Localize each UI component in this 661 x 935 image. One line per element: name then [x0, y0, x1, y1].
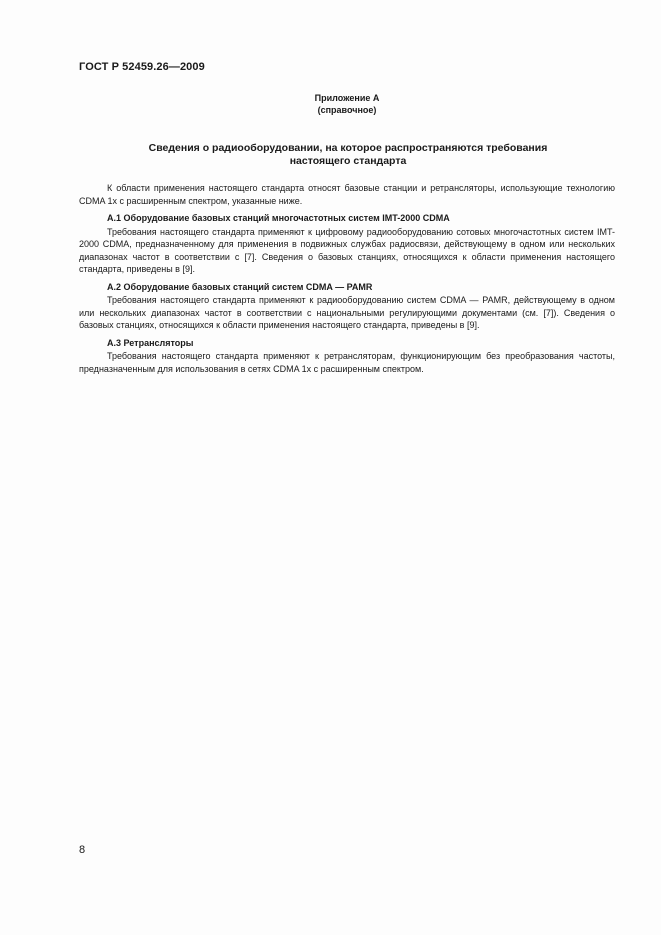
intro-paragraph: К области применения настоящего стандарта относят базовые станции и ретрансляторы, использующие технологию CDMA 1x с расширенным спектром, указанные ниже.	[79, 183, 615, 206]
appendix-title	[100, 142, 596, 168]
appendix-label: Приложение А	[314, 93, 380, 103]
section-text-a1: Требования настоящего стандарта применяют к цифровому радиооборудованию сотовых многочастотных систем IMT-2000 CDMA, предназначенному для применения в подвижных службах радиосвязи, действующему в одном или нескольких диапазонах частот в соответствии с [7]. Сведения о базовых станциях, относящихся к области применения настоящего стандарта, приведены в [9].	[79, 226, 615, 274]
document-code: ГОСТ Р 52459.26—2009	[79, 61, 205, 73]
section-heading-a3: А.3 Ретрансляторы	[107, 337, 194, 348]
document-body	[79, 182, 615, 375]
section-text-a3: Требования настоящего стандарта применяют к ретрансляторам, функционирующим без преобразования частоты, предназначенным для использования в сетях CDMA 1x с расширенным спектром.	[79, 351, 615, 374]
appendix-type: (справочное)	[317, 105, 377, 115]
section-text-a2: Требования настоящего стандарта применяют к радиооборудованию систем CDMA — PAMR, действующему в одном или нескольких диапазонах частот в соответствии с национальными регулирующими документами (см. [7]). Сведения о базовых станциях, относящихся к области применения настоящего стандарта, приведены в [9].	[79, 295, 615, 330]
title-line-1: Сведения о радиооборудовании, на которое распространяются требования	[148, 142, 548, 154]
section-heading-a1: А.1 Оборудование базовых станций многочастотных систем IMT-2000 CDMA	[107, 213, 450, 223]
title-line-2: настоящего стандарта	[289, 155, 407, 167]
page-number: 8	[79, 844, 86, 856]
appendix-block	[79, 92, 615, 116]
section-heading-a2: А.2 Оборудование базовых станций систем CDMA — PAMR	[107, 281, 373, 292]
